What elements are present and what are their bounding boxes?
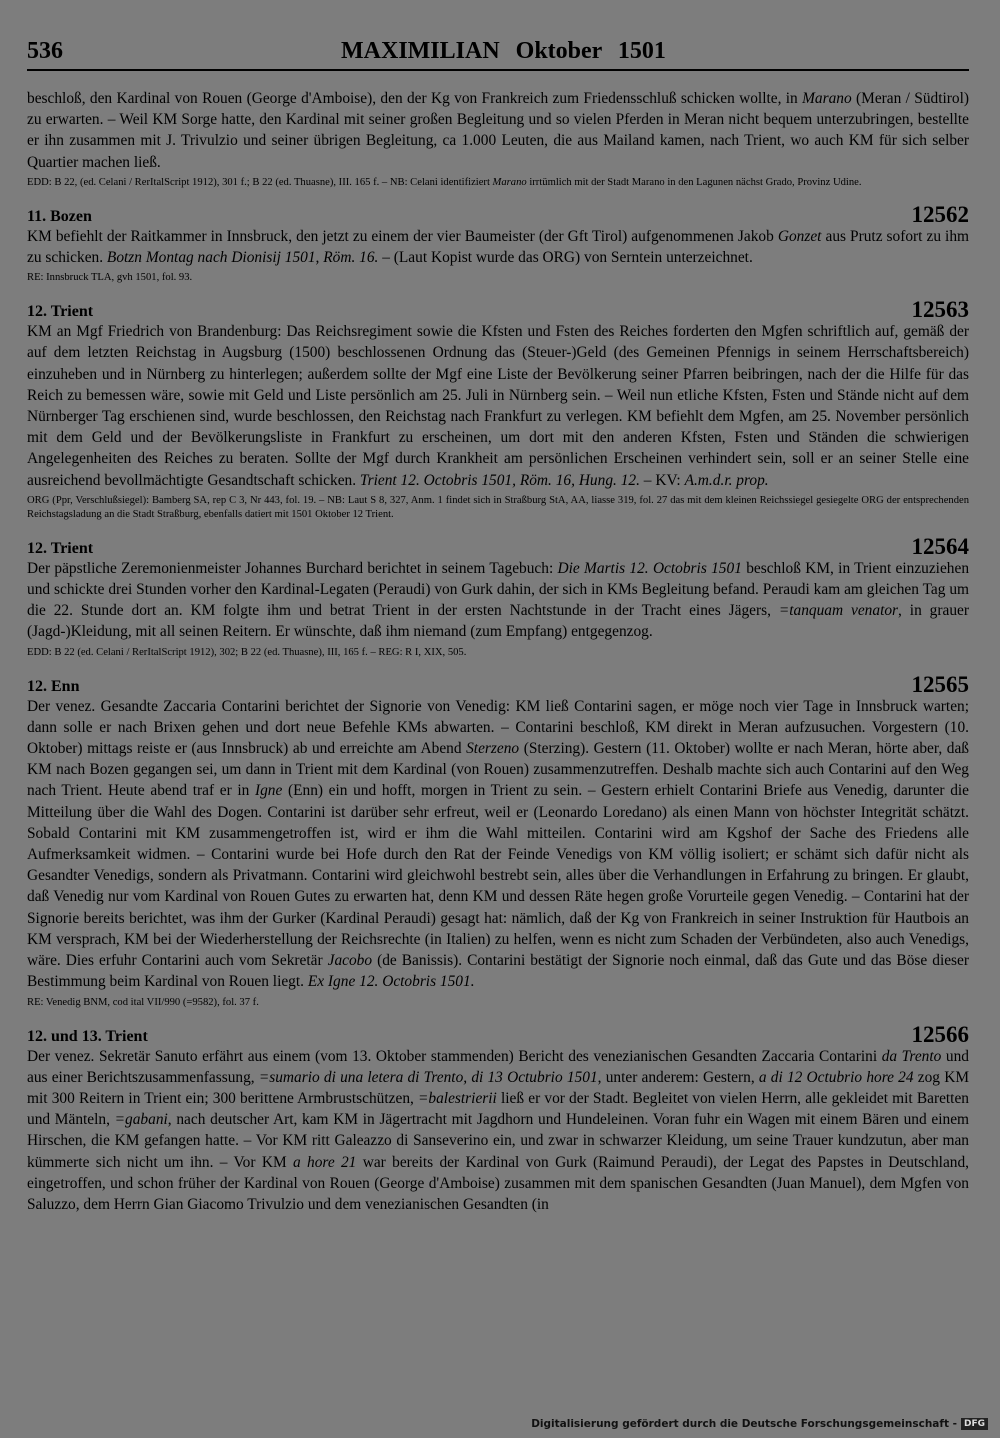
intro-source-note: EDD: B 22, (ed. Celani / RerItalScript 1912), 301 f.; B 22 (ed. Thuasne), III. 165 f. – NB: Celani identifiziert Marano irrtümlich mit der Stadt Marano in den Lagunen nächst Grado, Provinz Udine.	[27, 176, 862, 188]
dfg-logo: DFG	[961, 1418, 988, 1430]
entry-heading	[27, 533, 969, 559]
entry-heading	[27, 299, 969, 321]
page-number: 536	[27, 38, 63, 64]
entry-heading	[27, 1021, 969, 1047]
page	[27, 32, 970, 1213]
page-content	[27, 88, 969, 1215]
entry-place-date: 12. Enn	[27, 677, 80, 695]
entry-12564	[27, 533, 970, 660]
entry-text: KM befiehlt der Raitkammer in Innsbruck, den jetzt zu einem der vier Baumeister (der Gft Tirol) aufgenommenen Jakob Gonzet aus Prutz sofort zu ihm zu schicken. Botzn Montag nach Dionisij 1501, Röm. 16. – (Laut Kopist wurde das ORG) von Serntein unterzeichnet.	[27, 227, 969, 267]
entry-text: KM an Mgf Friedrich von Brandenburg: Das Reichsregiment sowie die Kfsten und Fsten des Reiches forderten den Mgfen schriftlich auf, gemäß der auf dem letzten Reichstag in Augsburg (1500) beschlossenen Ordnung das (Steuer-)Geld (des Gemeinen Pfennigs in seinem Herrschaftsbereich) einzuheben und in Nürnberg zu hinterlegen; außerdem sollte der Mgf eine Liste der Bevölkerung seiner Pfarren beibringen, nach der die Hilfe für das Reich zu bemessen wäre, sowie mit Geld und Liste persönlich am 25. Juli in Nürnberg sein. – Weil nun etliche Kfsten, Fsten und Stände nicht auf dem Nürnberger Tag erschienen sind, wurde beschlossen, den Reichstag nach Frankfurt zu verlegen. KM befiehlt dem Mgfen, am 25. November persönlich mit dem Geld und der Bevölkerungsliste in Frankfurt zu erscheinen, um dort mit den anderen Kfsten, Fsten und Ständen die schwierigen Angelegenheiten des Reiches zu beraten. Sollte der Mgf durch Krankheit am persönlichen Erscheinen verhindert sein, soll er an seiner Stelle eine ausreichend bevollmächtigte Gesandtschaft schicken. Trient 12. Octobris 1501, Röm. 16, Hung. 12. – KV: A.m.d.r. prop.	[27, 323, 969, 489]
entry-heading	[27, 201, 969, 227]
entry-number: 12563	[911, 297, 969, 323]
entry-number: 12564	[911, 533, 969, 559]
entry-number: 12565	[911, 671, 969, 697]
entry-place-date: 11. Bozen	[27, 207, 92, 225]
entry-number: 12562	[911, 201, 969, 227]
entry-place-date: 12. Trient	[27, 303, 94, 321]
header-rule	[27, 69, 969, 71]
entry-place-date: 12. und 13. Trient	[27, 1027, 148, 1045]
entry-source-note: RE: Venedig BNM, cod ital VII/990 (=9582), fol. 37 f.	[27, 996, 259, 1008]
running-title: MAXIMILIAN Oktober 1501	[341, 38, 666, 64]
entry-12563	[27, 299, 969, 522]
entry-source-note: EDD: B 22 (ed. Celani / RerItalScript 1912), 302; B 22 (ed. Thuasne), III, 165 f. – REG: R I, XIX, 505.	[27, 646, 467, 658]
entry-source-note: ORG (Ppr, Verschlußsiegel): Bamberg SA, rep C 3, Nr 443, fol. 19. – NB: Laut S 8, 327, Anm. 1 findet sich in Straßburg StA, AA, liasse 319, fol. 27 das mit dem kleinen Reichssiegel gesiegelte ORG der entsprechenden Reichstagsladung an die Stadt Straßburg, ebenfalls datiert mit 1501 Oktober 12 Trient.	[27, 494, 969, 520]
entry-place-date: 12. Trient	[27, 539, 94, 557]
entry-source-note: RE: Innsbruck TLA, gvh 1501, fol. 93.	[27, 272, 193, 284]
entry-text: Der venez. Sekretär Sanuto erfährt aus einem (vom 13. Oktober stammenden) Bericht des venezianischen Gesandten Zaccaria Contarini da Trento und aus einer Berichtszusammenfassung, =sumario di una letera di Trento, di 13 Octubrio 1501, unter anderem: Gestern, a di 12 Octubrio hore 24 zog KM mit 300 Reitern in Trient ein; 300 berittene Armbrustschützen, =balestrierii ließ er vor der Stadt. Begleitet von vielen Herrn, alle gekleidet mit Baretten und Mänteln, =gabani, nach deutscher Art, kam KM in Jägertracht mit Jagdhorn und Hundeleinen. Voran fuhr ein Wagen mit einem Bären und einem Hirschen, die KM gefangen hatte. – Vor KM ritt Galeazzo di Sanseverino ein, und zwar in schwarzer Kleidung, um seine Trauer kundzutun, aber man kümmerte sich nicht um ihn. – Vor KM a hore 21 war bereits der Kardinal von Gurk (Raimund Peraudi), der Legat des Papstes in Deutschland, eingetroffen, und schon früher der Kardinal von Rouen (George d'Amboise) zusammen mit dem spanischen Gesandten (Juan Manuel), dem Mgfen von Saluzzo, dem Herrn Gian Giacomo Trivulzio und dem venezianischen Gesandten (in	[27, 1047, 970, 1213]
digitization-credit	[531, 1418, 988, 1430]
running-header	[27, 32, 969, 68]
entry-heading	[27, 671, 969, 697]
credit-text: Digitalisierung gefördert durch die Deutsche Forschungsgemeinschaft -	[531, 1418, 957, 1430]
entry-text: Der venez. Gesandte Zaccaria Contarini berichtet der Signorie von Venedig: KM ließ Contarini sagen, er möge noch vier Tage in Innsbruck warten; dann solle er nach Brixen gehen und dort neue Befehle KMs abwarten. – Contarini beschloß, KM direkt in Meran aufzusuchen. Vorgestern (10. Oktober) mittags reiste er (aus Innsbruck) ab und erreichte am Abend Sterzeno (Sterzing). Gestern (11. Oktober) wollte er nach Meran, hörte aber, daß KM nach Bozen gegangen sei, um dann in Trient mit dem Kardinal (von Rouen) zusammenzutreffen. Deshalb machte sich auch Contarini auf den Weg nach Trient. Heute abend traf er in Igne (Enn) ein und hofft, morgen in Trient zu sein. – Gestern erhielt Contarini Briefe aus Venedig, darunter die Mitteilung über die Wahl des Dogen. Contarini ist darüber sehr erfreut, weil er (Leonardo Loredano) als einen Mann von höchster Integrität schätzt. Sobald Contarini mit KM zusammengetroffen ist, wird er ihm die Wahl mitteilen. Contarini wird am Kgshof der Sache des Friedens alle Aufmerksamkeit widmen. – Contarini wurde bei Hofe durch den Rat der Feinde Venedigs von KM völlig isoliert; er schämt sich dafür nicht als Gesandter Venedigs, sondern als Privatmann. Contarini wird gleichwohl bestrebt sein, alles über die Verhandlungen in Erfahrung zu bringen. Er glaubt, daß Venedig nur vom Kardinal von Rouen Gutes zu erwarten hat, denn KM und dessen Räte hegen große Vorurteile gegen Venedig. – Contarini hat der Signorie bereits berichtet, was ihm der Gurker (Kardinal Peraudi) gesagt hat: nämlich, daß der Kg von Frankreich in seiner Instruktion für Hautbois an KM versprach, KM bei der Wiederherstellung der Reichsrechte (in Italien) zu helfen, wenn es nicht zum Schaden der Verbündeten, also auch Venedigs, wäre. Dies erfuhr Contarini auch vom Sekretär Jacobo (de Banissis). Contarini bestätigt der Signorie noch einmal, daß das Gute und das Böse dieser Bestimmung beim Kardinal von Rouen liegt. Ex Igne 12. Octobris 1501.	[27, 697, 970, 991]
intro-paragraph: beschloß, den Kardinal von Rouen (George d'Amboise), den der Kg von Frankreich zum Friedensschluß schicken wollte, in Marano (Meran / Südtirol) zu erwarten. – Weil KM Sorge hatte, den Kardinal mit seiner großen Begleitung und so vielen Pferden in Meran nicht bequem unterzubringen, bestellte er ihn zusammen mit J. Trivulzio und seiner übrigen Begleitung, ca 1.000 Leuten, die aus Mailand kamen, nach Trient, wo auch KM für sich selber Quartier machen ließ.	[27, 90, 969, 171]
entry-12565	[27, 671, 970, 1010]
entry-12562	[27, 201, 969, 285]
entry-text: Der päpstliche Zeremonienmeister Johannes Burchard berichtet in seinem Tagebuch: Die Martis 12. Octobris 1501 beschloß KM, in Trient einzuziehen und schickte drei Stunden vorher den Kardinal-Legaten (Peraudi) von Gurk dahin, der sich in KMs Begleitung befand. Peraudi kam am gleichen Tag um die 22. Stunde dort an. KM folgte ihm und betrat Trient in der ersten Nachtstunde in der Tracht eines Jägers, =tanquam venator, in grauer (Jagd-)Kleidung, mit all seinen Reitern. Er wünschte, daß ihm niemand (zum Empfang) entgegenzog.	[27, 559, 970, 641]
entry-12566	[27, 1021, 970, 1216]
entry-number: 12566	[911, 1021, 969, 1047]
